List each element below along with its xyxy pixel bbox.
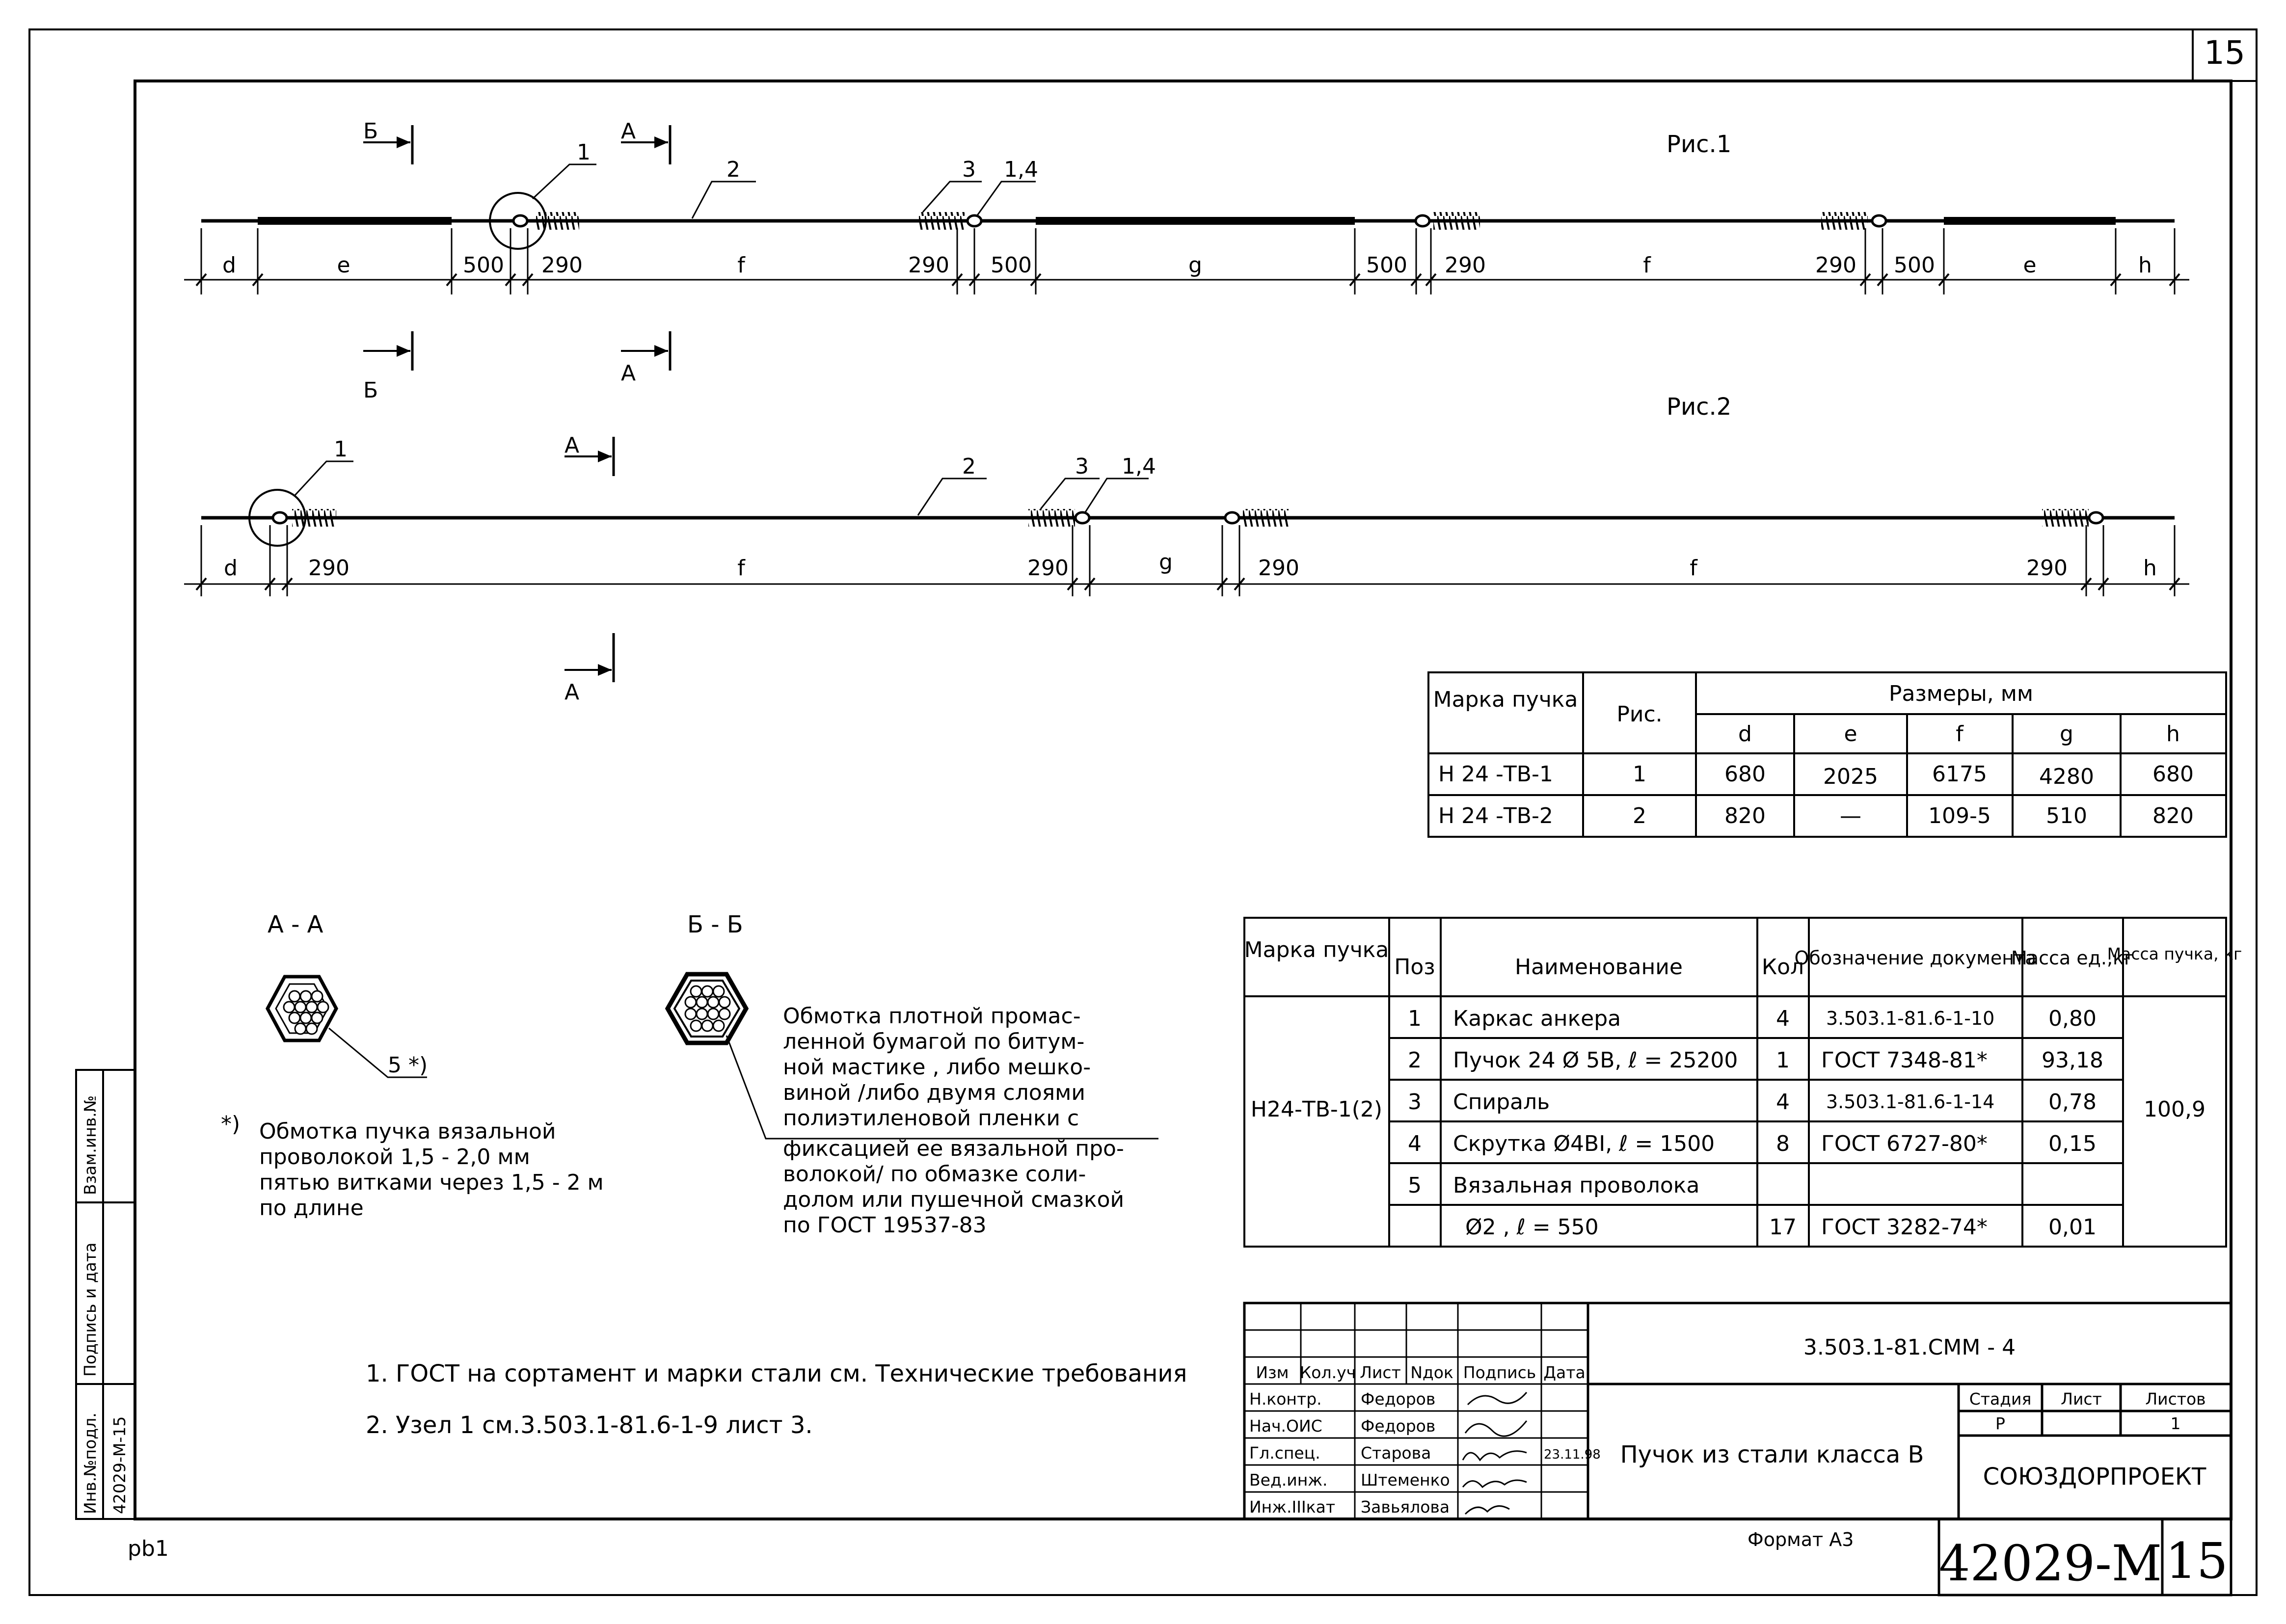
fig1-dim-500d: 500: [1894, 253, 1935, 278]
tb-name-4: Завьялова: [1361, 1497, 1450, 1517]
section-aa-note-mark: *): [221, 1112, 241, 1137]
sizes-col-h: h: [2166, 721, 2180, 746]
tb-doc-sheet: 15: [2165, 1532, 2228, 1590]
fig2-dim-290b: 290: [1027, 556, 1069, 581]
sizes-row2-e: —: [1840, 803, 1861, 828]
spec-row2-mass: 93,18: [2042, 1048, 2103, 1073]
spec-row2-pos: 2: [1408, 1048, 1422, 1073]
section-aa-title: А - А: [268, 911, 323, 938]
section-aa-note-3: по длине: [259, 1196, 364, 1221]
fig2-dim-f2: f: [1690, 556, 1697, 581]
spec-row5-pos: 5: [1408, 1173, 1422, 1198]
fig1-dim-500c: 500: [1366, 253, 1407, 278]
tb-role-4: Инж.IIIкат: [1249, 1497, 1336, 1517]
fig1-dim-290d: 290: [1815, 253, 1856, 278]
figure-1: [184, 119, 2189, 403]
sizes-row1-f: 6175: [1932, 762, 1987, 787]
spec-head-pos: Поз: [1394, 955, 1435, 980]
corner-number: 15: [2204, 34, 2245, 72]
tb-role-2: Гл.спец.: [1249, 1443, 1320, 1463]
section-bb-note-8: по ГОСТ 19537-83: [783, 1213, 987, 1238]
tb-doc-number: 42029-М: [1938, 1535, 2162, 1592]
sizes-col-g: g: [2060, 721, 2073, 746]
sizes-row2-f: 109-5: [1928, 803, 1991, 828]
sizes-row1-h: 680: [2152, 762, 2194, 787]
fig2-dim-f1: f: [737, 556, 745, 581]
fig1-dim-d: d: [222, 253, 236, 278]
section-aa-note-2: пятью витками через 1,5 - 2 м: [259, 1170, 604, 1195]
sizes-head-sizes: Размеры, мм: [1888, 681, 2034, 706]
tb-head-ndok: Nдок: [1410, 1363, 1453, 1382]
spec-row6-doc: ГОСТ 3282-74*: [1821, 1215, 1988, 1240]
note-2: 2. Узел 1 см.3.503.1-81.6-1-9 лист 3.: [366, 1411, 813, 1439]
spec-row1-doc: 3.503.1-81.6-1-10: [1826, 1008, 1995, 1029]
fig1-sec-b-top: Б: [363, 119, 378, 144]
spec-row5-name: Вязальная проволока: [1453, 1173, 1700, 1198]
section-bb-note-0: Обмотка плотной промас-: [783, 1004, 1081, 1029]
spec-row4-doc: ГОСТ 6727-80*: [1821, 1131, 1988, 1156]
tb-date-2: 23.11.98: [1544, 1447, 1601, 1462]
section-aa: [221, 911, 604, 1221]
sizes-col-d: d: [1738, 721, 1752, 746]
section-bb-note-2: ной мастике , либо мешко-: [783, 1055, 1091, 1080]
fig2-dim-290c: 290: [1258, 556, 1299, 581]
fig1-dim-f1: f: [737, 253, 745, 278]
fig1-dim-500b: 500: [991, 253, 1032, 278]
spec-row2-qty: 1: [1776, 1048, 1790, 1073]
spec-head-doc: Обозначение документа: [1794, 947, 2037, 969]
side-inv-val: 42029-М-15: [110, 1416, 129, 1514]
spec-row2-doc: ГОСТ 7348-81*: [1821, 1048, 1988, 1073]
fig2-title: Рис.2: [1667, 393, 1732, 421]
fig2-callout-4: 1,4: [1122, 454, 1156, 479]
section-aa-note-0: Обмотка пучка вязальной: [259, 1119, 556, 1144]
section-bb-note-1: ленной бумагой по битум-: [783, 1029, 1085, 1054]
tb-role-3: Вед.инж.: [1249, 1470, 1328, 1490]
fig2-dim-h: h: [2143, 556, 2157, 581]
spec-head-total: Масса пучка, кг: [2107, 944, 2242, 963]
tb-stage: Р: [1995, 1414, 2005, 1433]
tb-head-sign: Подпись: [1463, 1363, 1536, 1382]
sizes-row2-d: 820: [1724, 803, 1766, 828]
section-bb: [668, 911, 1158, 1238]
spec-row1-qty: 4: [1776, 1006, 1790, 1031]
section-bb-note-6: волокой/ по обмазке соли-: [783, 1162, 1086, 1187]
fig2-dim-d: d: [224, 556, 238, 581]
section-bb-note-4: полиэтиленовой пленки с: [783, 1106, 1079, 1131]
fig2-dim-290d: 290: [2026, 556, 2068, 581]
fig1-sec-b-bottom: Б: [363, 378, 378, 403]
tb-name-2: Старова: [1361, 1443, 1431, 1463]
sizes-col-e: e: [1844, 721, 1857, 746]
sizes-col-f: f: [1956, 721, 1963, 746]
spec-row2-name: Пучок 24 Ø 5В, ℓ = 25200: [1453, 1048, 1738, 1073]
tb-head-kol: Кол.уч: [1299, 1363, 1356, 1382]
tb-stage-head: Стадия: [1969, 1389, 2032, 1409]
spec-row4-pos: 4: [1408, 1131, 1422, 1156]
sizes-row1-mark: Н 24 -ТВ-1: [1438, 762, 1553, 787]
tb-name-1: Федоров: [1361, 1416, 1436, 1436]
spec-row1-pos: 1: [1408, 1006, 1422, 1031]
tb-sheets: 1: [2170, 1414, 2181, 1433]
spec-row6-name: Ø2 , ℓ = 550: [1465, 1215, 1599, 1240]
spec-row4-qty: 8: [1776, 1131, 1790, 1156]
fig2-callout-3: 3: [1075, 454, 1089, 479]
spec-row3-doc: 3.503.1-81.6-1-14: [1826, 1091, 1995, 1113]
fig1-callout-1: 1: [577, 140, 591, 165]
fig2-callout-2: 2: [962, 454, 976, 479]
fig1-dim-e2: e: [2023, 253, 2037, 278]
spec-total-mass: 100,9: [2144, 1097, 2205, 1122]
fig2-dim-g: g: [1159, 550, 1173, 575]
section-bb-note-5: фиксацией ее вязальной про-: [783, 1136, 1124, 1161]
sizes-row2-fig: 2: [1633, 803, 1646, 828]
fig1-sec-a-bottom: А: [621, 361, 636, 386]
section-aa-callout: 5 *): [388, 1053, 428, 1078]
spec-mark: Н24-ТВ-1(2): [1250, 1097, 1383, 1122]
fig2-callout-1: 1: [334, 437, 348, 462]
tb-format: Формат А3: [1748, 1529, 1854, 1550]
fig1-title: Рис.1: [1667, 131, 1732, 158]
fig1-dim-f2: f: [1643, 253, 1651, 278]
sizes-head-mark: Марка пучка: [1433, 687, 1578, 712]
fig1-sec-a-top: А: [621, 119, 636, 144]
fig2-sec-a-bottom: А: [565, 680, 580, 705]
spec-row4-mass: 0,15: [2048, 1131, 2097, 1156]
fig1-dim-290b: 290: [908, 253, 949, 278]
spec-row6-mass: 0,01: [2048, 1215, 2097, 1240]
spec-head-qty: Кол: [1761, 955, 1804, 980]
fig1-callout-2: 2: [726, 157, 740, 182]
sizes-row1-e: 2025: [1823, 764, 1878, 789]
sizes-head-fig: Рис.: [1616, 702, 1663, 727]
spec-row1-name: Каркас анкера: [1453, 1006, 1621, 1031]
side-inv: Инв.№подл.: [81, 1412, 100, 1514]
fig1-dim-290c: 290: [1445, 253, 1486, 278]
figure-2: [184, 393, 2189, 705]
spec-head-mass: Масса ед.,кг: [2011, 947, 2134, 969]
tb-sheets-head: Листов: [2145, 1389, 2206, 1409]
tb-head-date: Дата: [1543, 1363, 1586, 1382]
fig1-callout-3: 3: [962, 157, 976, 182]
spec-row1-mass: 0,80: [2048, 1006, 2097, 1031]
spec-row3-name: Спираль: [1453, 1090, 1550, 1115]
tb-role-1: Нач.ОИС: [1249, 1416, 1322, 1436]
sizes-row2-g: 510: [2046, 803, 2087, 828]
tb-head-izm: Изм: [1256, 1363, 1289, 1382]
spec-row3-qty: 4: [1776, 1090, 1790, 1115]
tb-head-list: Лист: [1360, 1363, 1401, 1382]
tb-name-3: Штеменко: [1361, 1470, 1450, 1490]
tb-org: СОЮЗДОРПРОЕКТ: [1983, 1463, 2206, 1491]
stamp-left: pb1: [128, 1536, 169, 1561]
sizes-row1-g: 4280: [2039, 764, 2094, 789]
tb-role-0: Н.контр.: [1249, 1389, 1322, 1409]
fig1-dim-e: e: [337, 253, 350, 278]
tb-sheet-head: Лист: [2061, 1389, 2102, 1409]
fig1-callout-4: 1,4: [1004, 157, 1038, 182]
section-bb-note-3: виной /либо двумя слоями: [783, 1080, 1085, 1105]
sizes-row1-d: 680: [1724, 762, 1766, 787]
fig1-dim-290a: 290: [541, 253, 583, 278]
fig1-dim-h: h: [2138, 253, 2152, 278]
spec-row3-mass: 0,78: [2048, 1090, 2097, 1115]
tb-name-0: Федоров: [1361, 1389, 1436, 1409]
fig1-dim-500a: 500: [463, 253, 504, 278]
section-aa-note-1: проволокой 1,5 - 2,0 мм: [259, 1145, 530, 1170]
fig2-sec-a-top: А: [565, 433, 580, 458]
spec-row4-name: Скрутка Ø4ВI, ℓ = 1500: [1453, 1131, 1715, 1156]
note-1: 1. ГОСТ на сортамент и марки стали см. Технические требования: [366, 1360, 1187, 1387]
sizes-row2-mark: Н 24 -ТВ-2: [1438, 803, 1553, 828]
tb-code: 3.503.1-81.СММ - 4: [1803, 1335, 2016, 1360]
side-vzam: Взам.инв.№: [81, 1095, 100, 1195]
sizes-row1-fig: 1: [1633, 762, 1646, 787]
section-bb-note-7: долом или пушечной смазкой: [783, 1187, 1125, 1212]
sizes-row2-h: 820: [2152, 803, 2194, 828]
spec-head-name: Наименование: [1515, 955, 1683, 980]
spec-head-mark: Марка пучка: [1244, 937, 1389, 962]
section-bb-title: Б - Б: [687, 911, 743, 938]
spec-row3-pos: 3: [1408, 1090, 1422, 1115]
fig2-dim-290a: 290: [308, 556, 350, 581]
side-sign: Подпись и дата: [81, 1242, 100, 1377]
fig1-dim-g: g: [1188, 253, 1202, 278]
spec-row6-qty: 17: [1769, 1215, 1797, 1240]
tb-title: Пучок из стали класса В: [1620, 1441, 1924, 1468]
